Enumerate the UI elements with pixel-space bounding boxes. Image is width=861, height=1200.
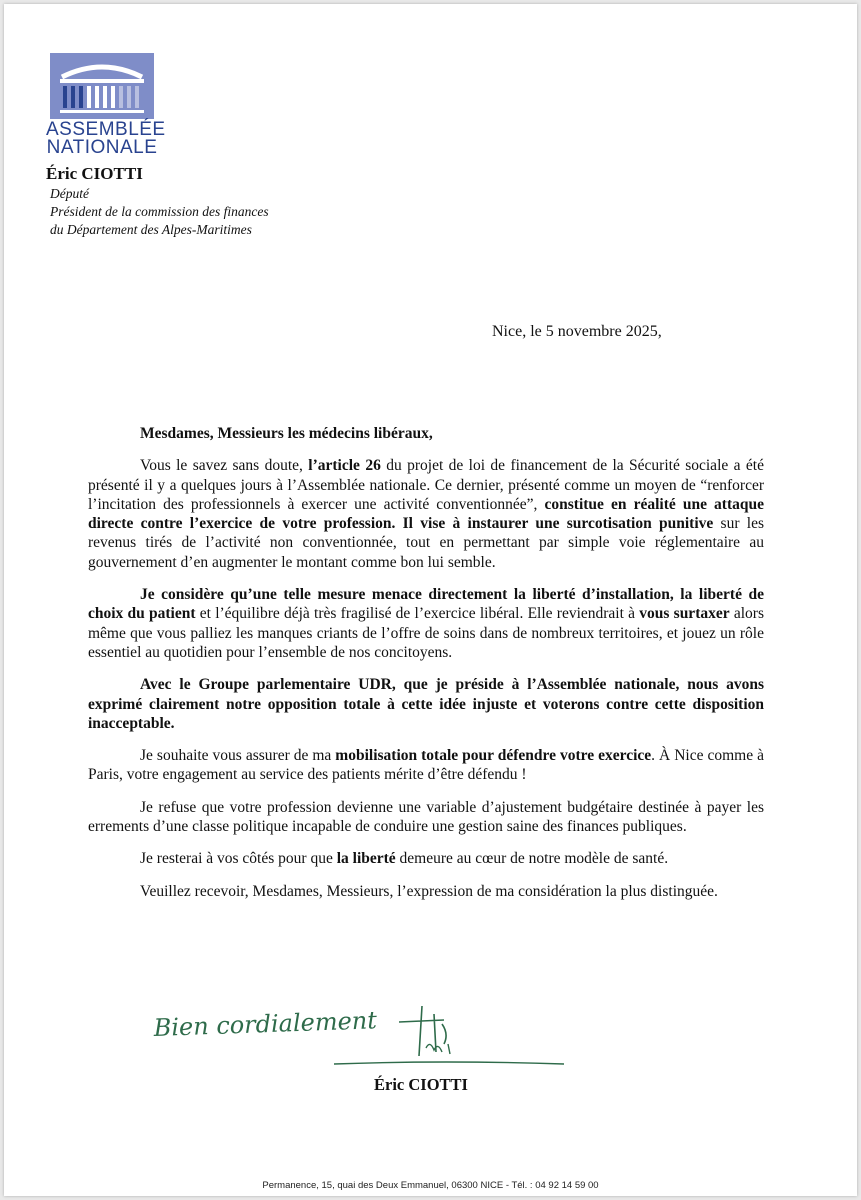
body-paragraph — [88, 882, 764, 901]
body-paragraph — [88, 585, 764, 662]
handwritten-signature — [144, 994, 584, 1074]
body-paragraph — [88, 849, 764, 868]
handwritten-note: Bien cordialement — [153, 1006, 378, 1042]
bold-text-run: Je considère qu’une telle mesure menace directement la liberté d’installation, la liberté de choix du patient — [88, 586, 764, 623]
body-paragraph — [88, 675, 764, 733]
text-run: alors même que vous palliez les manques criants de l’offre de soins dans de nombreux territoires, et jouez un rôle essentiel au quotidien pour l’ensemble de nos concitoyens. — [88, 605, 764, 661]
text-run: Je refuse que votre profession devienne une variable d’ajustement budgétaire destinée à payer les errements d’une classe politique incapable de conduire une gestion saine des finances publiques. — [88, 798, 764, 836]
text-run: sur les revenus tirés de l’activité non conventionnée, tout en permettant par simple voie réglementaire au gouvernement d’en augmenter le montant comme bon lui semble. — [88, 515, 764, 571]
letter-page — [4, 4, 857, 1196]
logo-text-line2: NATIONALE — [46, 137, 158, 158]
bold-text-run: la liberté — [336, 850, 396, 868]
bold-text-run: mobilisation totale pour défendre votre exercice — [335, 747, 652, 765]
footer-address: Permanence, 15, quai des Deux Emmanuel, 06300 NICE - Tél. : 04 92 14 59 00 — [262, 1180, 599, 1191]
sender-title-departement: du Département des Alpes-Maritimes — [50, 222, 252, 237]
text-run: Vous le savez sans doute, — [140, 457, 309, 475]
text-run: et l’équilibre déjà très fragilisé de l’exercice libéral. Elle reviendrait à — [195, 605, 640, 623]
bold-text-run: vous surtaxer — [639, 605, 730, 623]
bold-text-run: constitue en réalité une attaque directe contre l’exercice de votre profession. Il vise à instaurer une surcotisation punitive — [88, 495, 764, 533]
text-run: Je souhaite vous assurer de ma — [140, 747, 336, 765]
salutation: Mesdames, Messieurs les médecins libéraux, — [140, 425, 433, 442]
bold-text-run: Avec le Groupe parlementaire UDR, que je préside à l’Assemblée nationale, nous avons exprimé clairement notre opposition totale à cette idée injuste et voterons contre cette disposition inacceptable. — [88, 676, 764, 732]
text-run: demeure au cœur de notre modèle de santé. — [395, 850, 669, 868]
signature-name: Éric CIOTTI — [374, 1075, 468, 1094]
logo-text-line1: ASSEMBLÉE — [46, 119, 166, 140]
body-paragraph — [88, 798, 764, 837]
body-paragraph — [88, 746, 764, 785]
text-run: . À Nice comme à Paris, votre engagement au service des patients mérite d’être défendu ! — [88, 747, 764, 784]
text-run: du projet de loi de financement de la Sécurité sociale a été présenté il y a quelques jours à l’Assemblée nationale. Ce dernier, présenté comme un moyen de “renforcer l’incitation des professionnels à exercer une activité conventionnée”, — [88, 457, 764, 513]
text-run: Veuillez recevoir, Mesdames, Messieurs, l’expression de ma considération la plus distinguée. — [140, 882, 718, 900]
sender-title-president: Président de la commission des finances — [50, 204, 269, 219]
sender-title-depute: Député — [50, 186, 89, 201]
letter-body — [88, 424, 764, 914]
letter-date: Nice, le 5 novembre 2025, — [492, 323, 662, 340]
text-run: Je resterai à vos côtés pour que — [140, 850, 337, 868]
hemicycle-icon — [50, 53, 154, 119]
bold-text-run: l’article 26 — [308, 457, 381, 475]
assemblee-nationale-logo — [46, 53, 166, 158]
sender-name: Éric CIOTTI — [46, 164, 143, 183]
body-paragraph — [88, 456, 764, 572]
